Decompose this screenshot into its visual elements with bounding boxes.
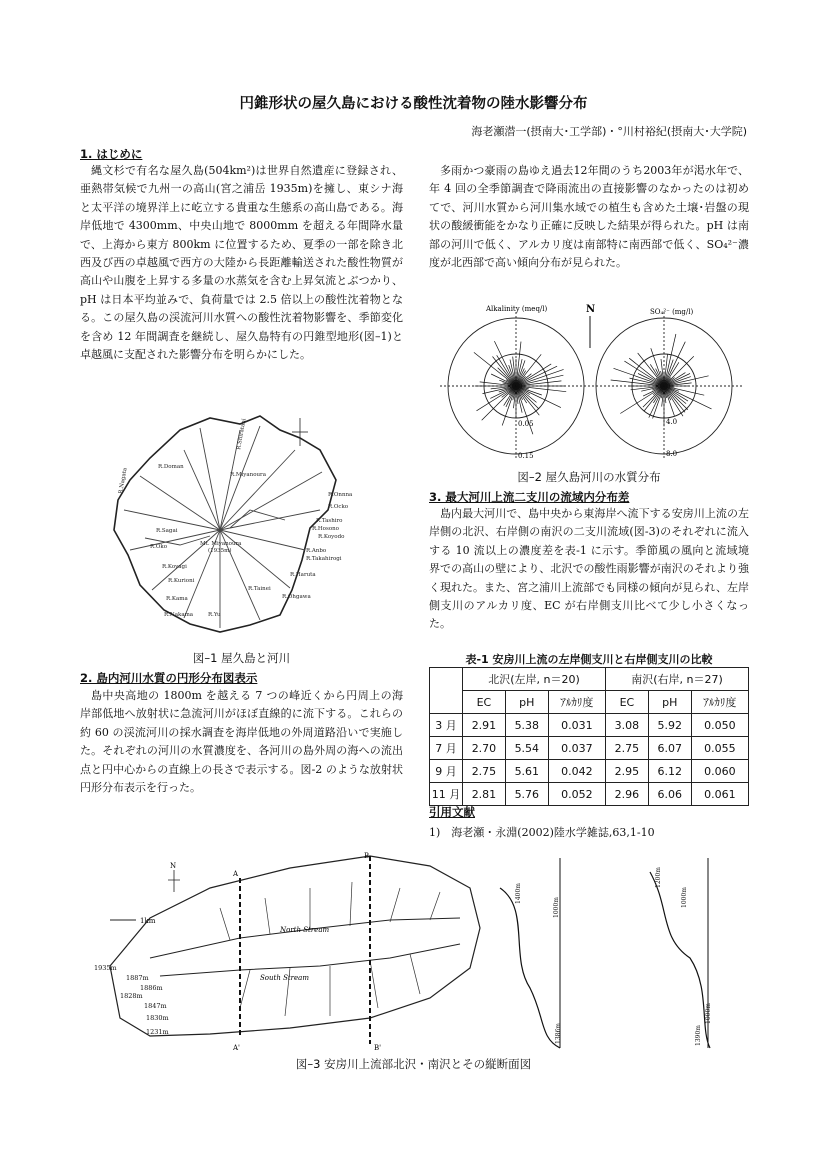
reference-item: 1) 海老瀬・永淵(2002)陸水学雑誌,63,1-10: [429, 826, 655, 839]
fig2-right-label: SO₄²⁻ (mg/l): [650, 308, 694, 316]
radial-ray: [516, 386, 539, 409]
fig2-left-r1: 0.05: [518, 420, 534, 428]
radial-ray: [664, 386, 688, 410]
fig1-label: R.Onnna: [328, 492, 353, 498]
fig2-caption: 図–2 屋久島河川の水質分布: [517, 470, 661, 484]
fig3-caption: 図–3 安房川上流部北沢・南沢とその縦断面図: [295, 1057, 532, 1071]
table1-cell: 2.91: [463, 714, 506, 737]
fig1-label: R.Yu: [208, 612, 221, 618]
fig3-basin-figure: [90, 848, 750, 1053]
fig1-label: R.Koyodo: [318, 534, 345, 540]
references-heading: 引用文献: [429, 805, 475, 819]
section1-heading: 1. はじめに: [80, 147, 143, 161]
fig3-elev: 1935m: [94, 964, 117, 972]
table1-col: EC: [463, 691, 506, 714]
fig1-label: R.Takahirogi: [306, 556, 342, 562]
fig2-right-r1: 4.0: [666, 418, 678, 426]
fig3-profile-label: 1200m: [655, 867, 662, 888]
authors: 海老瀬潜一(摂南大･工学部)・°川村裕紀(摂南大･大学院): [471, 125, 747, 138]
paper-title: 円錐形状の屋久島における酸性沈着物の陸水影響分布: [239, 96, 588, 112]
fig1-label: Mt. Miyanoura: [200, 541, 242, 547]
table1-group-south: 南沢(右岸, n＝27): [605, 668, 748, 691]
fig1-label: R.Nakama: [164, 612, 194, 618]
fig1-caption: 図–1 屋久島と河川: [192, 651, 291, 665]
radial-ray: [482, 386, 516, 420]
fig1-label: R.Ohgawa: [282, 594, 311, 600]
table1-cell: 0.055: [691, 737, 748, 760]
table1-col: pH: [505, 691, 548, 714]
fig1-label: R.Kama: [166, 596, 188, 602]
table1-cell: 6.07: [648, 737, 691, 760]
table-row: [430, 783, 749, 806]
section2-heading: 2. 島内河川水質の円形分布図表示: [80, 671, 258, 685]
fig3-elev: 1830m: [146, 1014, 169, 1022]
table1-cell: 2.75: [463, 760, 506, 783]
table1-col: ｱﾙｶﾘ度: [691, 691, 748, 714]
fig3-south-stream: South Stream: [260, 974, 309, 982]
table-row: [430, 737, 749, 760]
radial-ray: [494, 341, 516, 386]
table1-cell: 5.76: [505, 783, 548, 806]
table1-col: EC: [605, 691, 648, 714]
table1-cell: 6.06: [648, 783, 691, 806]
table1-month: 11 月: [430, 783, 463, 806]
fig2-right-r2: 8.0: [666, 450, 678, 458]
fig3-profile-label: 1000m: [705, 1003, 712, 1024]
section3-heading: 3. 最大河川上流二支川の流域内分布差: [429, 490, 630, 504]
radial-ray: [664, 356, 694, 386]
fig3-profile-label: 1400m: [515, 883, 522, 904]
fig2-left-r2: 0.15: [518, 452, 534, 460]
fig3-elev: 1887m: [126, 974, 149, 982]
fig3-elev: 1886m: [140, 984, 163, 992]
table1-month: 9 月: [430, 760, 463, 783]
table1-cell: 0.052: [548, 783, 605, 806]
table1-cell: 5.54: [505, 737, 548, 760]
fig3-elev: 1231m: [146, 1028, 169, 1036]
fig3-profile-label: 1000m: [553, 897, 560, 918]
fig3-mark: A: [233, 870, 239, 878]
table1-col: ｱﾙｶﾘ度: [548, 691, 605, 714]
table1-cell: 0.031: [548, 714, 605, 737]
fig3-profile-label: 1000m: [681, 887, 688, 908]
fig1-island-map: [100, 410, 400, 650]
fig1-label: R.Anbo: [306, 548, 327, 554]
table1-cell: 0.050: [691, 714, 748, 737]
fig1-label: R.Shiratani: [236, 418, 248, 451]
fig3-mark: A': [233, 1044, 240, 1052]
fig2-radial-chart: [436, 298, 746, 463]
fig1-label: R.Miyanoura: [230, 472, 266, 478]
fig3-scale: 1km: [140, 917, 156, 925]
fig3-elev: 1847m: [144, 1002, 167, 1010]
table1-cell: 5.92: [648, 714, 691, 737]
table1-cell: 0.037: [548, 737, 605, 760]
fig1-label: (1935m): [208, 548, 232, 554]
table1-cell: 0.061: [691, 783, 748, 806]
fig2-left-label: Alkalinity (meq/l): [486, 305, 548, 313]
table1-cell: 3.08: [605, 714, 648, 737]
north-arrow-icon: [168, 870, 180, 892]
table1-cell: 0.042: [548, 760, 605, 783]
fig3-mark: N: [170, 862, 177, 870]
table-row: [430, 760, 749, 783]
fig1-label: R.Hosono: [312, 526, 339, 532]
section1-body: 縄文杉で有名な屋久島(504km²)は世界自然遺産に登録され、亜熱帯気候で九州一の高山(宮之浦岳 1935m)を擁し、東シナ海と太平洋の境界洋上に屹立する貴重な生態系の高山島である。海岸低地で 4300mm、中央山地で 8000mm を超える年間降水量で、上海から東方 800km に位置するため、夏季の一部を除き北西及び西の卓越風で西方の大陸から長距離輸送された酸性物質が高山や山腹を上昇する多量の水蒸気を含む上昇気流とぶつかり、pH は日本平均並みで、負荷量では 2.5 倍以上の酸性沈着物となる。この屋久島の渓流河川水質への酸性沈着物影響を、季節変化を含め 12 年間調査を継続し、屋久島特有の円錐型地形(図–1)と卓越風に支配された影響分布を明らかにした。: [80, 164, 403, 362]
table1-col: pH: [648, 691, 691, 714]
table1-cell: 2.96: [605, 783, 648, 806]
table1-group-north: 北沢(左岸, n＝20): [463, 668, 606, 691]
radial-ray: [643, 386, 664, 407]
col2-intro: 多雨かつ豪雨の島ゆえ過去12年間のうち2003年が渇水年で、年 4 回の全季節調査で降雨流出の直接影響のなかったのは初めてで、河川水質から河川集水域での植生も含めた土壌･岩盤の現状の酸緩衝能をかなり正確に反映した結果が得られた。pH は南部の河川で低く、アルカリ度は南部特に南西部で低く、SO₄²⁻濃度が北西部で高い傾向分布が見られた。: [429, 164, 749, 270]
fig3-profile-label: 1390m: [695, 1025, 702, 1046]
radial-ray: [474, 352, 516, 386]
fig3-north-stream: North Stream: [280, 926, 330, 934]
fig1-label: R.Tainei: [248, 586, 271, 592]
fig3-mark: B: [364, 852, 370, 860]
fig1-label: R.Haruta: [290, 572, 316, 578]
fig1-label: R.Ocko: [328, 504, 349, 510]
fig1-label: R.Sagai: [156, 528, 178, 534]
fig1-label: R.Kurioni: [168, 578, 195, 584]
table1-cell: 6.12: [648, 760, 691, 783]
table1-cell: 2.95: [605, 760, 648, 783]
section3-body: 島内最大河川で、島中央から東海岸へ流下する安房川上流の左岸側の北沢、右岸側の南沢の二支川流域(図-3)のそれぞれに流入する 10 流以上の濃度差を表-1 に示す。季節風の風向と流域境界での高山の壁により、北沢での酸性雨影響が南沢のそれより強く現れた。また、宮之浦川上流部でも同様の傾向が見られ、左岸側支川のアルカリ度、EC が右岸側支川比べて少し小さくなった。: [429, 507, 749, 631]
table1-cell: 5.38: [505, 714, 548, 737]
table1-cell: 2.81: [463, 783, 506, 806]
fig3-mark: B': [374, 1044, 382, 1052]
table-row: [430, 714, 749, 737]
fig1-label: R.Doman: [158, 464, 184, 470]
table1-month: 3 月: [430, 714, 463, 737]
table1: [429, 667, 749, 806]
table1-month: 7 月: [430, 737, 463, 760]
fig1-label: R.Tashiro: [316, 518, 343, 524]
fig1-label: R.Koyagi: [162, 564, 187, 570]
table1-cell: 2.75: [605, 737, 648, 760]
fig2-north-label: N: [586, 304, 596, 315]
table1-cell: 0.060: [691, 760, 748, 783]
table1-cell: 5.61: [505, 760, 548, 783]
fig3-elev: 1828m: [120, 992, 143, 1000]
section2-body: 島中央高地の 1800m を越える 7 つの峰近くから円周上の海岸部低地へ放射状に急流河川がほぼ直線的に流下する。これらの約 60 の渓流河川の採水調査を海岸低地の外周道路沿いで実施した。それぞれの河川の水質濃度を、各河川の島外周の海への流出点と円中心からの直線上の長さで表示する。図-2 のような放射状円形分布表示を行った。: [80, 689, 403, 795]
radial-ray: [498, 368, 516, 386]
fig3-profile-label: 1386m: [555, 1023, 562, 1044]
fig1-label: R.Nagata: [118, 467, 129, 495]
fig1-label: R.Oko: [150, 544, 168, 550]
table1-caption: 表-1 安房川上流の左岸側支川と右岸側支川の比較: [465, 653, 713, 666]
table1-cell: 2.70: [463, 737, 506, 760]
